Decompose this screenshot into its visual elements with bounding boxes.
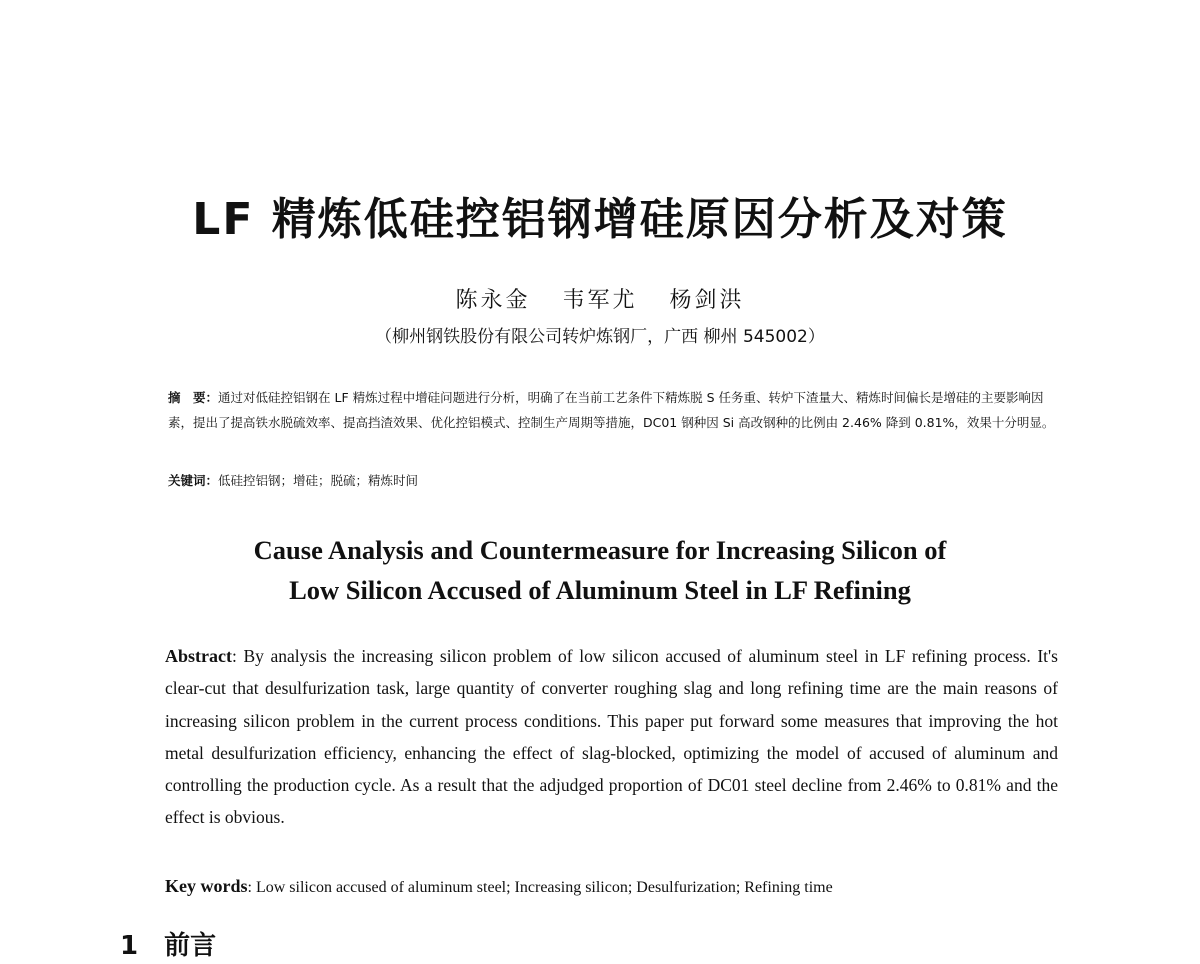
abstract-chinese-label: 摘 要：	[168, 390, 219, 405]
keywords-chinese-label: 关键词：	[168, 473, 219, 488]
keywords-english-text: Low silicon accused of aluminum steel; Increasing silicon; Desulfurization; Refining time	[255, 879, 833, 896]
authors: 陈永金 韦军尤 杨剑洪	[455, 288, 745, 313]
keywords-chinese	[168, 468, 418, 493]
affiliation: （柳州钢铁股份有限公司转炉炼钢厂，广西 柳州 545002）	[375, 327, 825, 347]
title-chinese: LF 精炼低硅控铝钢增硅原因分析及对策	[192, 194, 1008, 245]
abstract-english-sep: :	[231, 646, 244, 666]
keywords-english-sep: :	[247, 879, 256, 896]
abstract-english-label: Abstract	[165, 646, 232, 666]
section-number: 1	[120, 931, 139, 961]
keywords-english	[165, 870, 833, 904]
abstract-chinese-text: 通过对低硅控铝钢在 LF 精炼过程中增硅问题进行分析，明确了在当前工艺条件下精炼脱 S 任务重、转炉下渣量大、精炼时间偏长是增硅的主要影响因素，提出了提高铁水脱硫效率、提高挡渣效果、优化控铝模式、控制生产周期等措施，DC01 钢种因 Si 高改钢种的比例由 2.46% 降到 0.81%，效果十分明显。	[168, 390, 1055, 430]
title-english	[0, 530, 1200, 610]
keywords-chinese-text: 低硅控铝钢；增硅；脱硫；精炼时间	[218, 473, 419, 488]
section-heading-introduction	[120, 928, 216, 964]
section-title: 前言	[164, 931, 217, 961]
abstract-english-text: By analysis the increasing silicon problem of low silicon accused of aluminum steel in LF refining process. It's clear-cut that desulfurization task, large quantity of converter roughing slag and long refining time are the main reasons of increasing silicon problem in the current process conditions. This paper put forward some measures that improving the hot metal desulfurization efficiency, enhancing the effect of slag-blocked, optimizing the model of accused of aluminum and controlling the production cycle. As a result that the adjudged proportion of DC01 steel decline from 2.46% to 0.81% and the effect is obvious.	[165, 646, 1058, 828]
abstract-chinese	[168, 385, 1060, 435]
keywords-english-label: Key words	[165, 876, 248, 896]
title-english-line-1: Cause Analysis and Countermeasure for Increasing Silicon of	[253, 535, 947, 565]
title-english-line-2: Low Silicon Accused of Aluminum Steel in LF Refining	[289, 575, 911, 605]
abstract-english	[165, 640, 1058, 834]
